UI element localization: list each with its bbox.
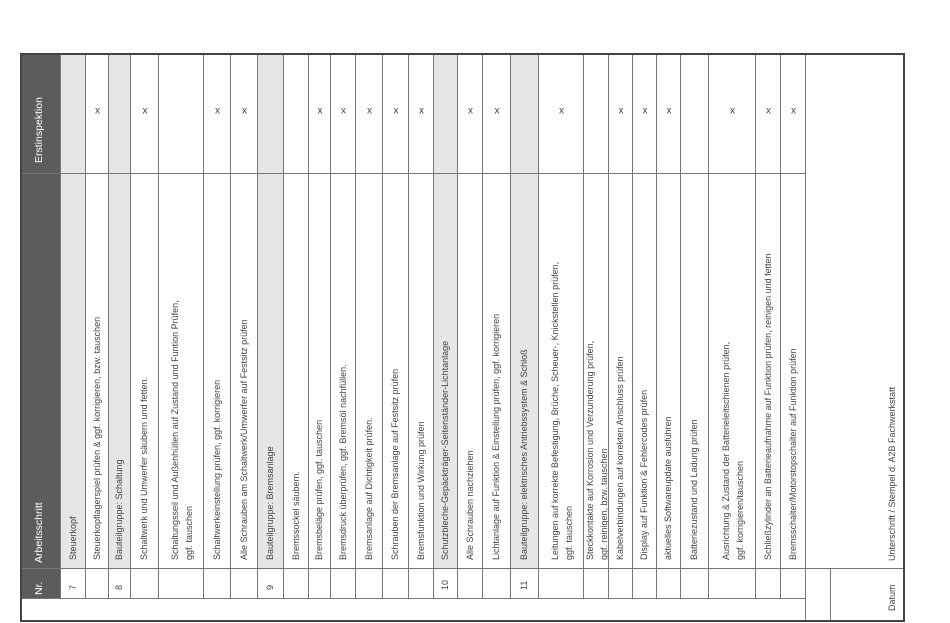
step-text: Display auf Funktion & Fehlercodes prüfen [639,389,649,560]
group-heading: Bauteilgruppe: Bremsanlage [265,446,275,560]
step-text: Schaltungsseil und Außenhüllen auf Zustand und Funtion Prüfen, [169,300,180,560]
header-nr: Nr. [33,581,45,595]
footer-signature: Unterschrift / Stempel d. A2B Fachwerkstatt [887,386,897,561]
step-text: Alle Schrauben nachziehen [464,450,475,560]
group-heading: Bauteilgruppe: Schaltung [114,459,124,560]
check-mark: x [666,105,672,117]
header-check: Erstinspektion [33,97,45,163]
step-text: Bremsfunktion und Wirkung prüfen [415,421,426,560]
check-mark: x [142,105,148,117]
step-text: Batteriezustand und Ladung prüfen [689,419,699,560]
check-mark: x [393,105,399,117]
check-mark: x [95,105,100,117]
step-text: Bremsbeläge prüfen, ggf. tauschen [314,419,324,560]
check-mark: x [468,105,473,117]
step-text: ggf. korrigieren/tauschen [734,460,745,560]
row-nr: 10 [440,579,450,590]
check-mark: x [618,105,624,117]
header-step: Arbeitsschritt [33,502,45,563]
step-text: Lichtanlage auf Funktion & Einstellung prüfen, ggf. korrigieren [491,313,501,560]
step-text: ggf. tauschen [563,505,574,560]
check-mark: x [791,105,796,117]
check-mark: x [317,105,323,117]
check-mark: x [242,105,247,117]
step-text: Steuerkopflagerspiel prüfen & ggf. korrigieren, bzw. tauschen [91,316,102,560]
outer-border [20,53,905,622]
step-text: Ausrichtung & Zustand der Batterieleitschienen prüfen, [720,341,731,560]
check-mark: x [766,105,771,117]
check-mark: x [494,105,500,117]
check-mark: x [730,105,735,117]
step-text: Bremsanlage auf Dichtigkeit prüfen. [363,417,374,560]
check-mark: x [341,105,346,117]
step-text: Alle Schrauben am Schaltwerk/Umwerfer auf Festsitz prüfen [238,319,249,560]
row-nr: 11 [519,580,529,590]
step-text: aktuelles Softwareupdate ausführen [663,416,673,560]
group-heading: Schutzbleche-Gepäckträger-Seitenständer-Lichtanlage [440,340,450,560]
row-nr: 9 [265,584,275,590]
step-text: Steckkontakte auf Korrosion und Verzunderung prüfen, [584,340,595,560]
step-text: Schließzylinder an Batterieaufnahme auf Funktion prüfen, reinigen und fetten [762,253,773,560]
check-mark: x [215,105,220,117]
step-text: Bremsschalter/Motorstopschalter auf Funktion prüfen [787,348,798,560]
step-text: Bremsdruck überprüfen, ggf. Bremsöl nachfüllen. [337,364,348,560]
check-mark: x [367,105,372,117]
check-mark: x [419,105,424,117]
group-heading: Steuerkopf [67,516,78,560]
step-text: ggf. tauschen [183,505,194,560]
step-text: Leitungen auf korrekte Befestigung, Brüche, Scheuer-, Knickstellen prüfen, [549,261,560,560]
step-text: Schaltwerk und Umwerfer säubern und fetten. [139,376,149,560]
check-mark: x [642,105,648,117]
step-text: Kabelverbindungen auf korrekten Anschluss prüfen [615,356,625,560]
step-text: ggf. reinigen, bzw. tauschen [598,448,609,560]
group-heading: Bauteilgruppe: elektrisches Antriebssystem & Schloß [519,349,529,560]
check-mark: x [559,105,564,117]
footer-date: Datum [887,584,897,611]
step-text: Schaltwerkeinstellung prüfen, ggf. korrigieren [211,379,222,560]
inspection-sheet [20,53,905,622]
step-text: Schrauben der Bremsanlage auf Festsitz prüfen [390,368,400,560]
row-nr: 8 [114,584,124,590]
step-text: Bremssockel säubern. [290,470,301,560]
row-nr: 7 [67,584,78,590]
